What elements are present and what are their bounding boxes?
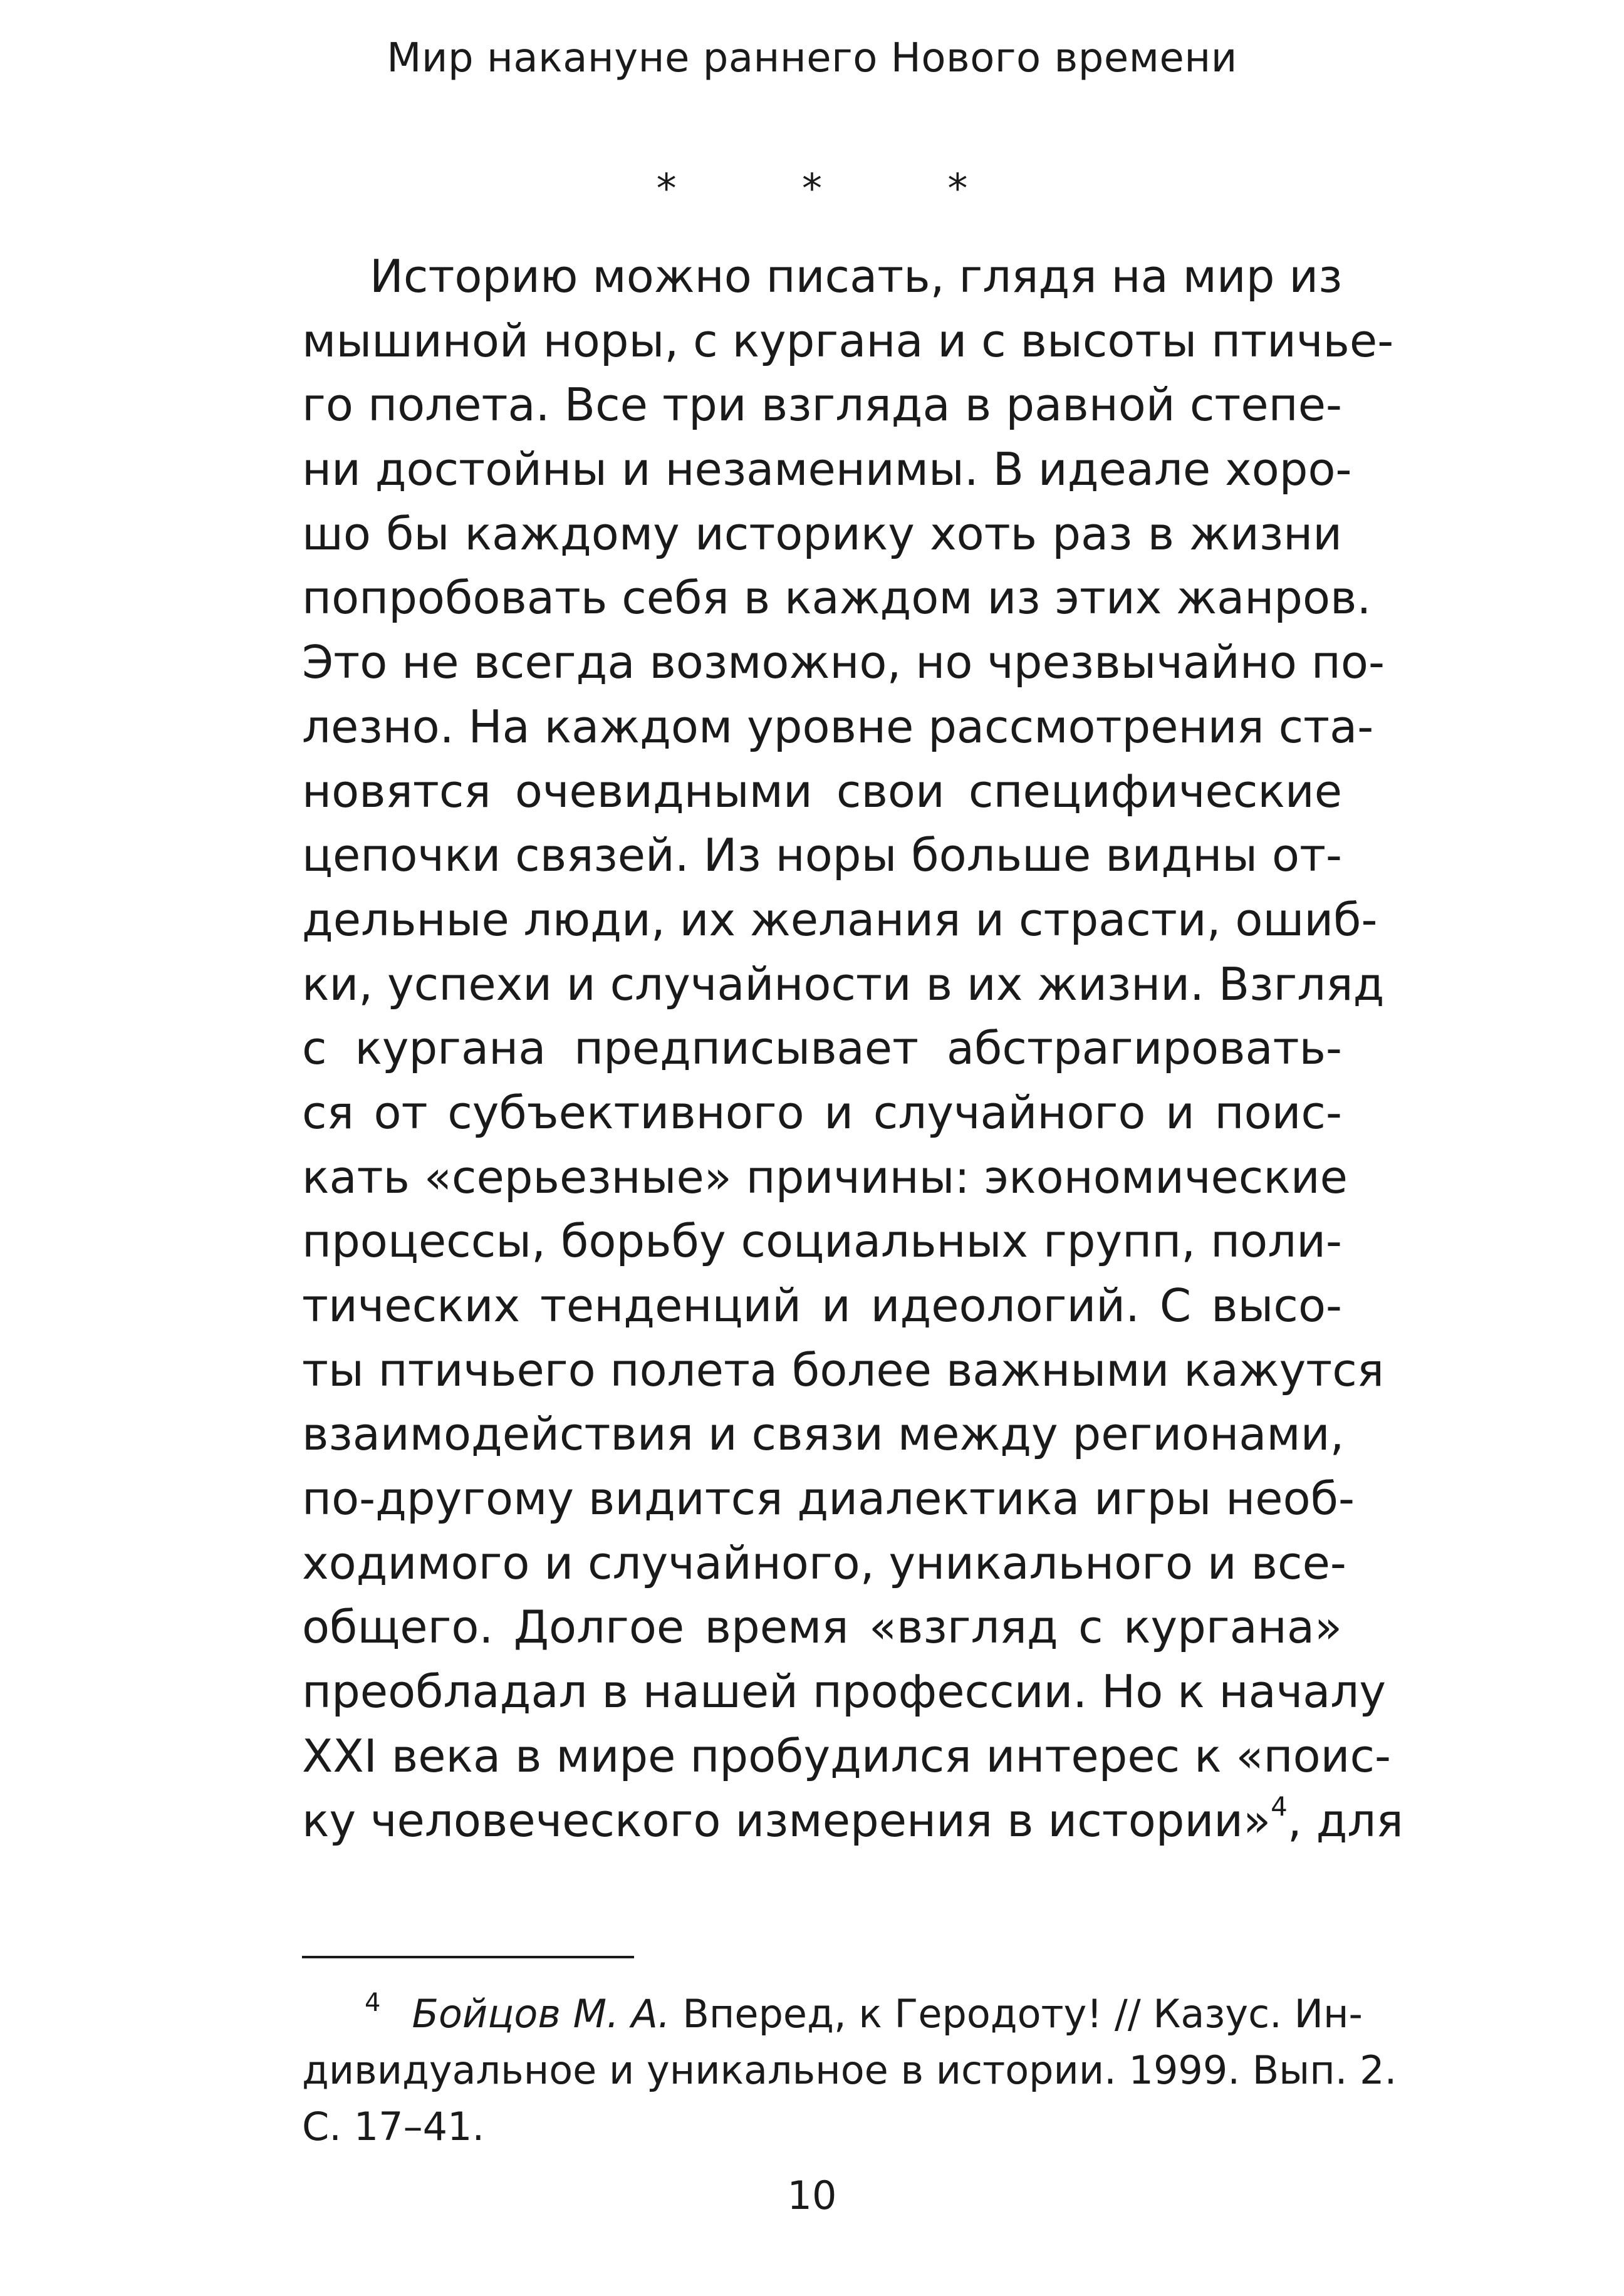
paragraph-line: общего. Долгое время «взгляд с кургана»	[302, 1601, 1342, 1654]
paragraph-line: XXI века в мире пробудился интерес к «поис-	[302, 1729, 1392, 1782]
paragraph-line: ты птичьего полета более важными кажутся	[302, 1343, 1385, 1396]
footnote-line1-text: Вперед, к Геродоту! // Казус. Ин-	[682, 1991, 1363, 2037]
footnote-line: дивидуальное и уникальное в истории. 1999. Вып. 2.	[302, 2047, 1397, 2093]
body-paragraph	[302, 244, 1403, 1852]
paragraph-line: тических тенденций и идеологий. С высо-	[302, 1279, 1342, 1332]
footnote-reference[interactable]: 4	[1271, 1790, 1288, 1822]
footnote-number: 4	[365, 1988, 381, 2017]
footnote-line	[302, 1986, 1363, 2042]
paragraph-line: дельные люди, их желания и страсти, ошиб-	[302, 893, 1378, 946]
paragraph-line: ни достойны и незаменимы. В идеале хоро-	[302, 443, 1352, 496]
paragraph-line: го полета. Все три взгляда в равной степе-	[302, 378, 1342, 432]
footnote-divider	[302, 1956, 634, 1958]
paragraph-line: ся от субъективного и случайного и поис-	[302, 1086, 1342, 1139]
paragraph-line: взаимодействия и связи между регионами,	[302, 1408, 1345, 1461]
paragraph-line: новятся очевидными свои специфические	[302, 764, 1342, 818]
last-line-text: ку человеческого измерения в истории»	[302, 1794, 1271, 1847]
section-separator: * * *	[656, 166, 1024, 212]
footnote-line: С. 17–41.	[302, 2104, 485, 2149]
paragraph-line: ходимого и случайного, уникального и все-	[302, 1536, 1346, 1589]
paragraph-line: Это не всегда возможно, но чрезвычайно по-	[302, 636, 1385, 689]
paragraph-line: попробовать себя в каждом из этих жанров.	[302, 571, 1372, 625]
paragraph-line: процессы, борьбу социальных групп, поли-	[302, 1215, 1342, 1268]
paragraph-line: мышиной норы, с кургана и с высоты птичье-	[302, 314, 1394, 367]
paragraph-line: цепочки связей. Из норы больше видны от-	[302, 829, 1342, 882]
footnote	[302, 1986, 1397, 2155]
page-number: 10	[787, 2173, 837, 2218]
paragraph-line: преобладал в нашей профессии. Но к началу	[302, 1665, 1387, 1718]
paragraph-line: шо бы каждому историку хоть раз в жизни	[302, 507, 1342, 560]
paragraph-line: ки, успехи и случайности в их жизни. Взгляд	[302, 957, 1385, 1010]
running-head: Мир накануне раннего Нового времени	[387, 35, 1237, 81]
paragraph-line: кать «серьезные» причины: экономические	[302, 1150, 1348, 1203]
footnote-author: Бойцов М. А.	[412, 1991, 670, 2037]
paragraph-line: по-другому видится диалектика игры необ-	[302, 1472, 1355, 1525]
paragraph-line: с кургана предписывает абстрагировать-	[302, 1022, 1342, 1075]
paragraph-line: лезно. На каждом уровне рассмотрения ста-	[302, 700, 1374, 753]
paragraph-line-last	[302, 1789, 1403, 1853]
paragraph-line: Историю можно писать, глядя на мир из	[370, 250, 1343, 303]
last-line-tail: , для	[1287, 1794, 1403, 1847]
